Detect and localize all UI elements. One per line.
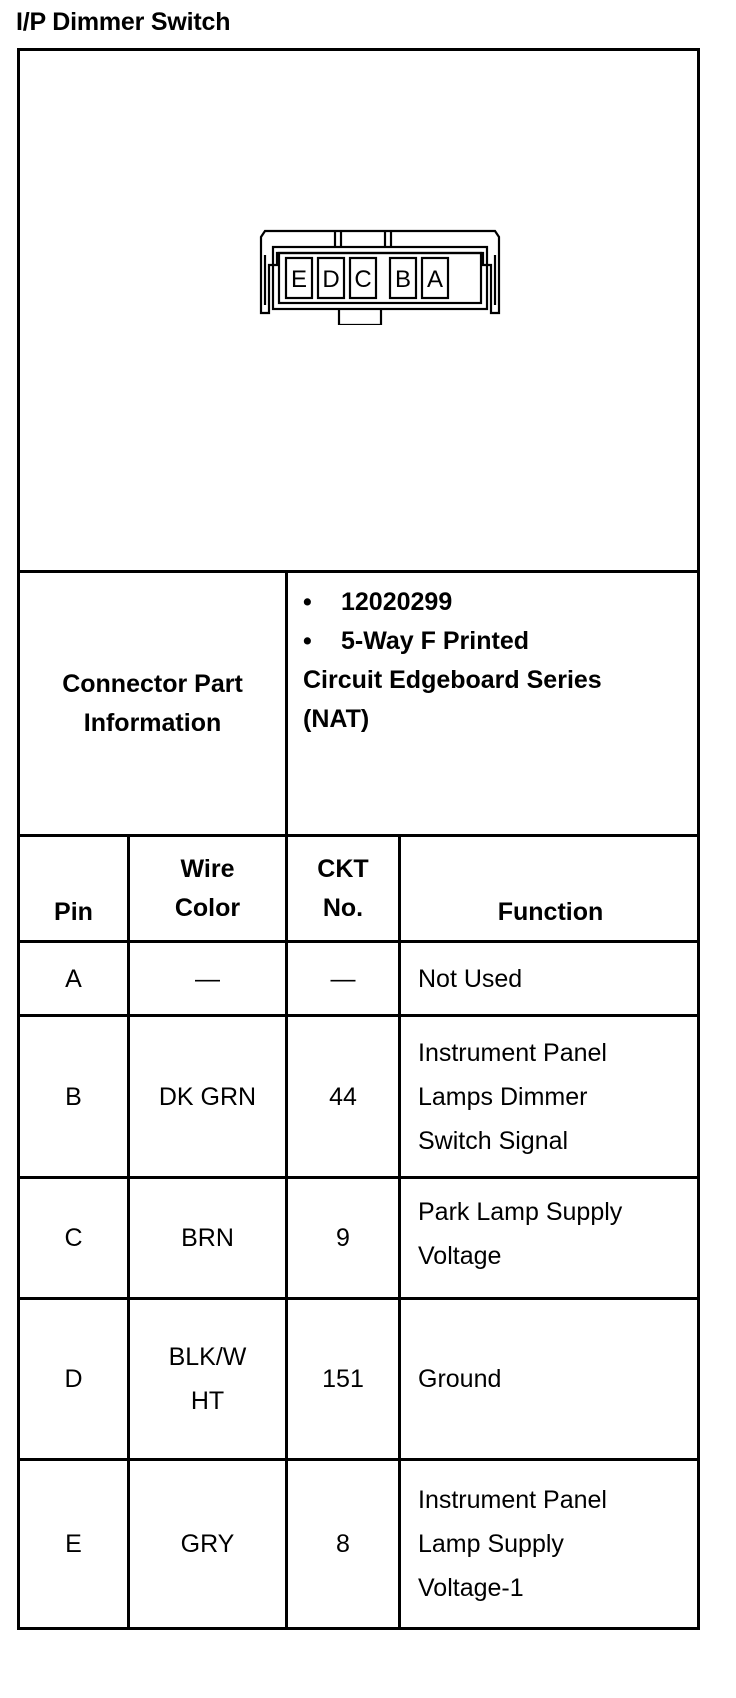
pin-cell: D (64, 1365, 83, 1393)
bullet-icon: • (303, 627, 312, 655)
bullet-item (303, 583, 693, 622)
function-cell: Voltage-1 (418, 1574, 524, 1602)
connector-pin-label: A (426, 266, 444, 293)
wire-cell: GRY (180, 1530, 235, 1558)
function-cell: Lamps Dimmer (418, 1082, 588, 1111)
header-text: Wire (180, 854, 235, 883)
header-pin (20, 837, 127, 940)
table-row-wire (130, 1461, 285, 1627)
header-function (401, 837, 700, 940)
function-cell: Instrument Panel (418, 1486, 607, 1514)
function-cell: Instrument Panel (418, 1038, 607, 1067)
table-row-ckt (288, 1300, 398, 1458)
function-cell: Not Used (418, 964, 523, 993)
function-cell: Voltage (418, 1242, 502, 1270)
table-row-pin (20, 1300, 127, 1458)
wire-cell: BLK/W (168, 1343, 247, 1371)
function-cell: Ground (418, 1365, 502, 1393)
function-cell: Switch Signal (418, 1126, 569, 1155)
connector-part-info-label (20, 573, 285, 834)
connector-part-info-value (303, 583, 693, 783)
header-text: CKT (317, 854, 369, 883)
header-wire-color (130, 837, 285, 940)
connector-pin-label: D (322, 266, 340, 293)
table-row-function (418, 1461, 698, 1627)
function-cell: Lamp Supply (418, 1530, 564, 1558)
table-row-wire (130, 1300, 285, 1458)
header-text: Pin (54, 898, 93, 926)
page-title: I/P Dimmer Switch (16, 8, 231, 36)
header-ckt-no (288, 837, 398, 940)
function-cell: Park Lamp Supply (418, 1198, 623, 1226)
table-row-function (418, 1179, 698, 1289)
table-row-function (418, 943, 698, 1014)
table-row-pin (20, 943, 127, 1014)
table-row-wire (130, 1017, 285, 1176)
header-text: Color (174, 893, 241, 922)
wire-cell: DK GRN (158, 1082, 257, 1111)
ckt-cell: 9 (336, 1224, 350, 1252)
bullet-icon: • (303, 588, 312, 616)
part-description: 5-Way F Printed (341, 627, 529, 655)
table-row-pin (20, 1461, 127, 1627)
table-row-ckt (288, 1179, 398, 1297)
wire-cell: — (195, 964, 220, 993)
header-text: No. (322, 893, 364, 922)
connector-pin-label: E (290, 266, 308, 293)
label-line: Information (83, 708, 222, 737)
table-row-ckt (288, 1461, 398, 1627)
label-line: Connector Part (62, 669, 243, 698)
connector-face-diagram (255, 225, 515, 325)
table-row-pin (20, 1179, 127, 1297)
wire-cell: BRN (181, 1224, 234, 1252)
table-row-ckt (288, 943, 398, 1014)
table-row-wire (130, 943, 285, 1014)
wire-cell: HT (190, 1387, 225, 1415)
connector-pin-label: C (354, 266, 372, 293)
part-description-line: Circuit Edgeboard Series (303, 666, 602, 694)
header-text: Function (497, 898, 604, 926)
pin-cell: B (65, 1082, 82, 1111)
table-row-wire (130, 1179, 285, 1297)
pin-cell: C (64, 1224, 83, 1252)
part-description-line: (NAT) (303, 705, 370, 733)
pin-cell: E (65, 1530, 82, 1558)
ckt-cell: 44 (329, 1082, 357, 1111)
table-row-function (418, 1300, 698, 1458)
table-row-ckt (288, 1017, 398, 1176)
connector-pin-label: B (394, 266, 412, 293)
table-row-function (418, 1017, 698, 1176)
bullet-item (303, 622, 693, 661)
divider (398, 834, 401, 1630)
pin-cell: A (65, 964, 82, 993)
table-row-pin (20, 1017, 127, 1176)
part-number: 12020299 (341, 588, 453, 616)
ckt-cell: 8 (336, 1530, 350, 1558)
ckt-cell: — (330, 964, 356, 993)
ckt-cell: 151 (322, 1365, 364, 1393)
